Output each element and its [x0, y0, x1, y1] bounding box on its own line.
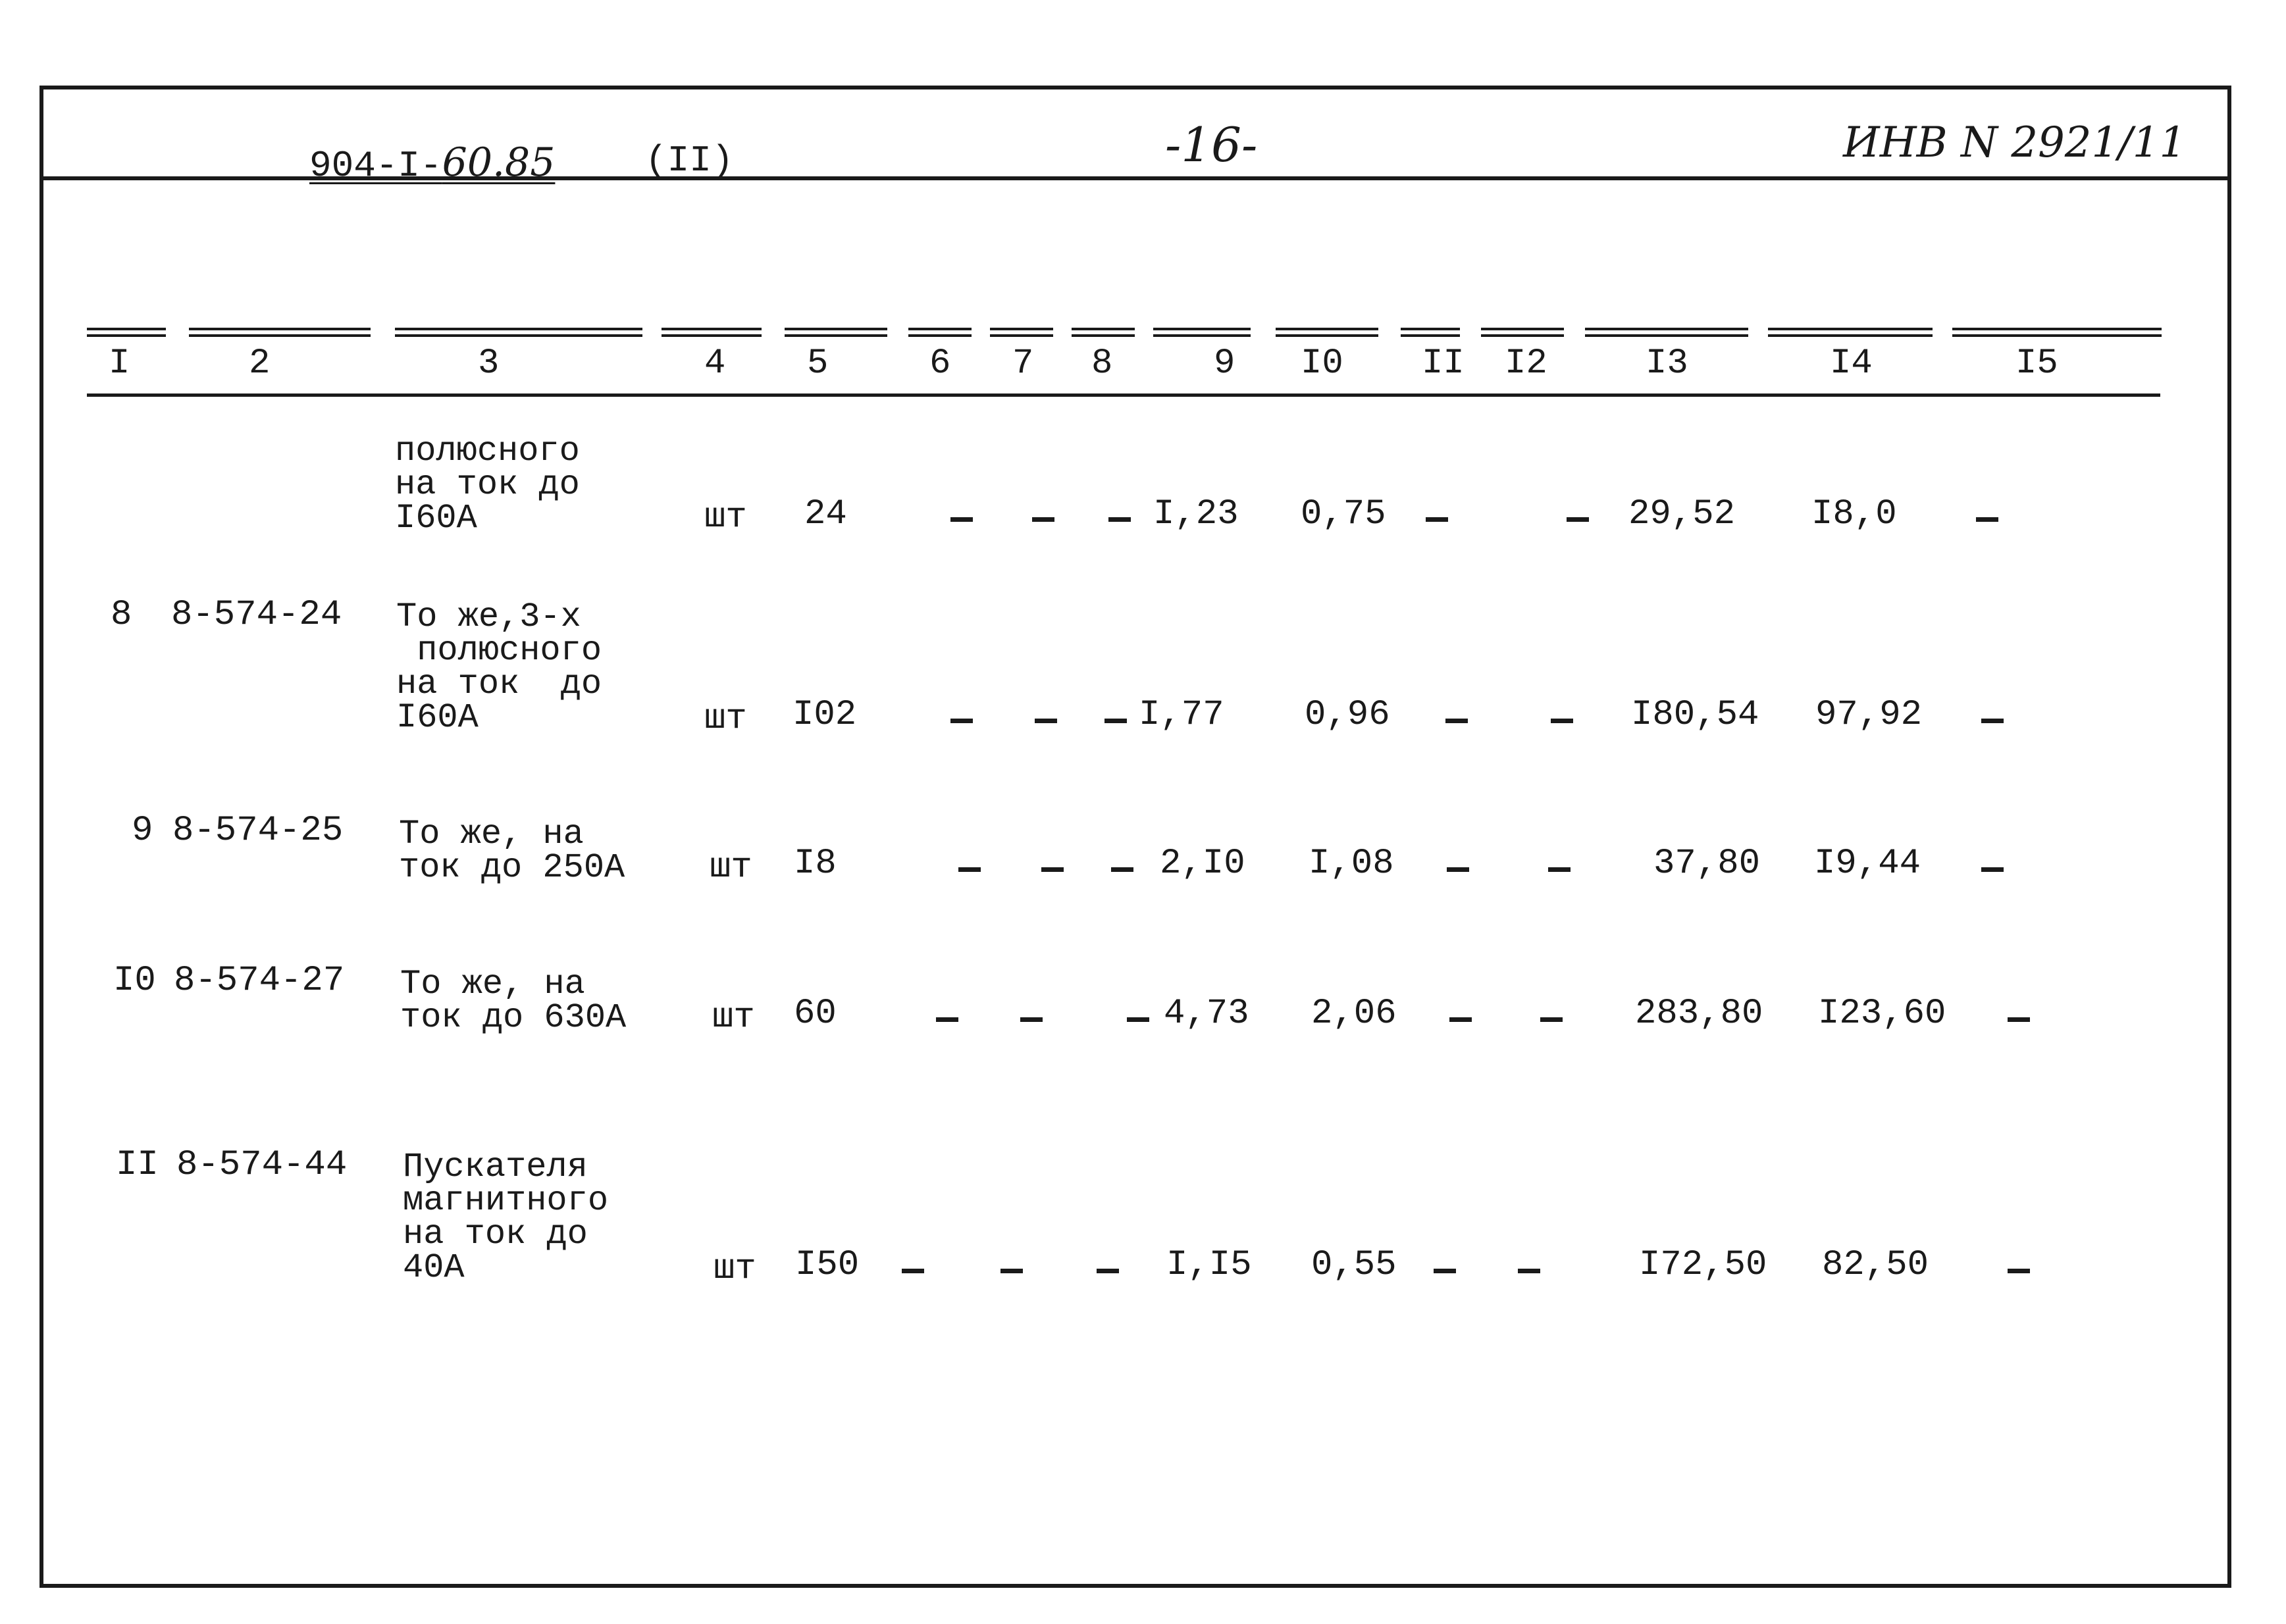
- row-col10-value: 2,06: [1311, 994, 1397, 1034]
- column-header-rule: [395, 328, 642, 337]
- dash-col15: [1981, 867, 2004, 872]
- row-col13-value: I80,54: [1631, 695, 1759, 735]
- column-number: 9: [1214, 343, 1235, 384]
- column-header-rule: [1401, 328, 1460, 337]
- column-number: 7: [1012, 343, 1034, 384]
- column-header-rule: [87, 328, 166, 337]
- column-number: 8: [1091, 343, 1113, 384]
- dash-col6: [936, 1017, 958, 1022]
- column-number: I3: [1646, 343, 1688, 384]
- dash-col8: [1108, 517, 1131, 522]
- row-description: То же,3-х полюсного на ток до I60A: [396, 597, 602, 737]
- row-description: полюсного на ток до I60A: [395, 432, 580, 538]
- column-header-rule: [189, 328, 371, 337]
- row-col9-value: I,I5: [1166, 1245, 1252, 1285]
- column-number: 3: [478, 343, 500, 384]
- row-code: 8-574-27: [174, 961, 345, 1001]
- dash-col11: [1426, 517, 1448, 522]
- column-header-rule: [990, 328, 1053, 337]
- column-header-rule: [1768, 328, 1933, 337]
- row-col14-value: I23,60: [1818, 994, 1946, 1034]
- row-number: 8: [111, 595, 132, 635]
- row-quantity: I8: [794, 844, 837, 884]
- row-number: I0: [113, 961, 156, 1001]
- row-quantity: 60: [794, 994, 837, 1034]
- row-unit: шт: [710, 848, 752, 888]
- row-col13-value: 37,80: [1653, 844, 1761, 884]
- document-code: [309, 140, 555, 187]
- dash-col15: [2008, 1017, 2030, 1022]
- row-unit: шт: [704, 699, 747, 739]
- dash-col6: [950, 517, 973, 522]
- dash-col7: [1035, 719, 1057, 723]
- column-number: 2: [249, 343, 271, 384]
- dash-col12: [1548, 867, 1571, 872]
- dash-col12: [1551, 719, 1573, 723]
- dash-col11: [1434, 1269, 1456, 1273]
- column-number: 5: [807, 343, 829, 384]
- dash-col11: [1449, 1017, 1472, 1022]
- dash-col7: [1020, 1017, 1043, 1022]
- row-col9-value: I,77: [1139, 695, 1224, 735]
- row-col9-value: 4,73: [1164, 994, 1249, 1034]
- column-number: I4: [1830, 343, 1873, 384]
- dash-col7: [1000, 1269, 1023, 1273]
- dash-col11: [1447, 867, 1469, 872]
- row-col9-value: 2,I0: [1160, 844, 1245, 884]
- dash-col12: [1540, 1017, 1563, 1022]
- document-code-typed: 904-I-: [309, 145, 442, 187]
- column-number: 4: [704, 343, 726, 384]
- column-number: I5: [2015, 343, 2058, 384]
- row-col13-value: 29,52: [1628, 494, 1736, 534]
- document-part: (II): [645, 140, 734, 182]
- row-unit: шт: [712, 998, 755, 1038]
- row-col10-value: 0,75: [1301, 494, 1386, 534]
- dash-col15: [2008, 1269, 2030, 1273]
- dash-col8: [1111, 867, 1133, 872]
- page-number: -16-: [1165, 117, 1258, 172]
- row-quantity: 24: [804, 494, 847, 534]
- row-col14-value: I8,0: [1811, 494, 1897, 534]
- column-header-rule: [1153, 328, 1251, 337]
- row-col14-value: 97,92: [1815, 695, 1923, 735]
- row-quantity: I50: [795, 1245, 860, 1285]
- row-col10-value: 0,96: [1305, 695, 1390, 735]
- row-quantity: I02: [792, 695, 857, 735]
- column-header-rule: [662, 328, 762, 337]
- row-number: II: [116, 1145, 159, 1185]
- column-number: I2: [1505, 343, 1547, 384]
- row-description: То же, на ток до 630А: [400, 965, 627, 1037]
- row-col14-value: 82,50: [1822, 1245, 1929, 1285]
- dash-col7: [1041, 867, 1064, 872]
- document-code-handwritten: 60.85: [442, 140, 556, 186]
- dash-col8: [1127, 1017, 1149, 1022]
- column-number: 6: [929, 343, 951, 384]
- dash-col8: [1097, 1269, 1119, 1273]
- row-col10-value: I,08: [1309, 844, 1394, 884]
- inventory-number: ИНВ N 2921/11: [1843, 118, 2187, 167]
- row-unit: шт: [714, 1249, 756, 1289]
- row-col10-value: 0,55: [1311, 1245, 1397, 1285]
- dash-col12: [1518, 1269, 1540, 1273]
- column-number: I: [109, 343, 130, 384]
- row-description: Пускателя магнитного на ток до 40А: [403, 1148, 609, 1287]
- dash-col15: [1976, 517, 1998, 522]
- dash-col8: [1104, 719, 1127, 723]
- dash-col11: [1445, 719, 1468, 723]
- row-col14-value: I9,44: [1814, 844, 1921, 884]
- row-col9-value: I,23: [1153, 494, 1239, 534]
- row-description: То же, на ток до 250А: [399, 815, 625, 887]
- dash-col7: [1032, 517, 1054, 522]
- dash-col6: [958, 867, 981, 872]
- row-col13-value: 283,80: [1635, 994, 1763, 1034]
- dash-col15: [1981, 719, 2004, 723]
- dash-col6: [950, 719, 973, 723]
- column-header-rule: [1481, 328, 1564, 337]
- row-code: 8-574-25: [172, 811, 344, 851]
- column-header-rule: [1952, 328, 2162, 337]
- column-header-rule: [908, 328, 972, 337]
- dash-col6: [902, 1269, 924, 1273]
- row-number: 9: [132, 811, 153, 851]
- row-code: 8-574-24: [171, 595, 342, 635]
- row-col13-value: I72,50: [1639, 1245, 1767, 1285]
- column-header-rule: [1276, 328, 1378, 337]
- column-number: II: [1422, 343, 1465, 384]
- dash-col12: [1567, 517, 1589, 522]
- column-number: I0: [1301, 343, 1343, 384]
- column-header-rule: [1585, 328, 1748, 337]
- row-unit: шт: [704, 497, 747, 538]
- row-code: 8-574-44: [176, 1145, 348, 1185]
- column-header-rule: [1072, 328, 1135, 337]
- column-number-rule: [87, 393, 2160, 397]
- page-frame: [39, 86, 2231, 1588]
- column-header-rule: [785, 328, 887, 337]
